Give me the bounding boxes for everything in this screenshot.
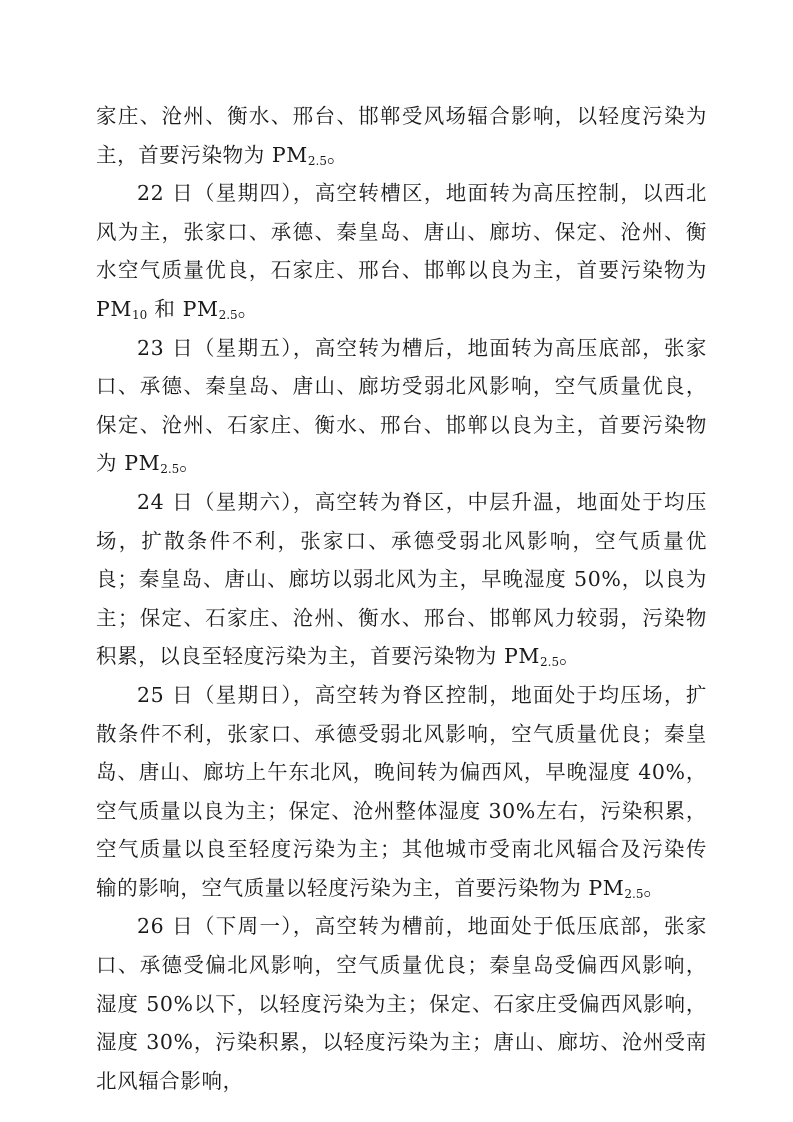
subscript-text: 2.5 (307, 153, 327, 168)
paragraph-text: 和 PM (147, 296, 219, 321)
paragraph-p-continuation (96, 97, 707, 174)
paragraph-text: 家庄、沧州、衡水、邢台、邯郸受风场辐合影响，以轻度污染为主，首要污染物为 PM (96, 104, 707, 167)
subscript-text: 10 (131, 307, 148, 322)
paragraph-text: 。 (327, 142, 349, 167)
paragraph-text: 。 (559, 644, 581, 669)
paragraph-p-22 (96, 174, 707, 328)
paragraph-text: 24 日（星期六），高空转为脊区，中层升温，地面处于均压场，扩散条件不利，张家口、承德受弱北风影响，空气质量优良；秦皇岛、唐山、廊坊以弱北风为主，早晚湿度 50%，以良为主；保定、石家庄、沧州、衡水、邢台、邯郸风力较弱，污染物积累，以良至轻度污染为主，首要污染物为 PM (96, 489, 707, 669)
subscript-text: 2.5 (540, 655, 560, 670)
paragraph-p-26 (96, 907, 707, 1100)
subscript-text: 2.5 (218, 307, 238, 322)
paragraph-p-23 (96, 329, 707, 483)
paragraph-text: 。 (643, 875, 665, 900)
subscript-text: 2.5 (624, 886, 644, 901)
document-page (96, 97, 707, 1100)
paragraph-p-24 (96, 483, 707, 676)
paragraph-text: 26 日（下周一），高空转为槽前，地面处于低压底部，张家口、承德受偏北风影响，空气质量优良；秦皇岛受偏西风影响，湿度 50%以下，以轻度污染为主；保定、石家庄受偏西风影响，湿度 30%，污染积累，以轻度污染为主；唐山、廊坊、沧州受南北风辐合影响， (96, 914, 707, 1093)
paragraph-text: 。 (237, 296, 259, 321)
paragraph-text: 22 日（星期四），高空转槽区，地面转为高压控制，以西北风为主，张家口、承德、秦皇岛、唐山、廊坊、保定、沧州、衡水空气质量优良，石家庄、邢台、邯郸以良为主，首要污染物为 PM (96, 181, 707, 321)
paragraph-text: 。 (179, 451, 201, 476)
paragraph-text: 25 日（星期日），高空转为脊区控制，地面处于均压场，扩散条件不利，张家口、承德受弱北风影响，空气质量优良；秦皇岛、唐山、廊坊上午东北风，晚间转为偏西风，早晚湿度 40%，空气质量以良为主；保定、沧州整体湿度 30%左右，污染积累，空气质量以良至轻度污染为主；其他城市受南北风辐合及污染传输的影响，空气质量以轻度污染为主，首要污染物为 PM (96, 682, 707, 900)
paragraph-p-25 (96, 676, 707, 908)
paragraph-text: 23 日（星期五），高空转为槽后，地面转为高压底部，张家口、承德、秦皇岛、唐山、廊坊受弱北风影响，空气质量优良，保定、沧州、石家庄、衡水、邢台、邯郸以良为主，首要污染物为 PM (96, 335, 707, 476)
subscript-text: 2.5 (160, 462, 180, 477)
